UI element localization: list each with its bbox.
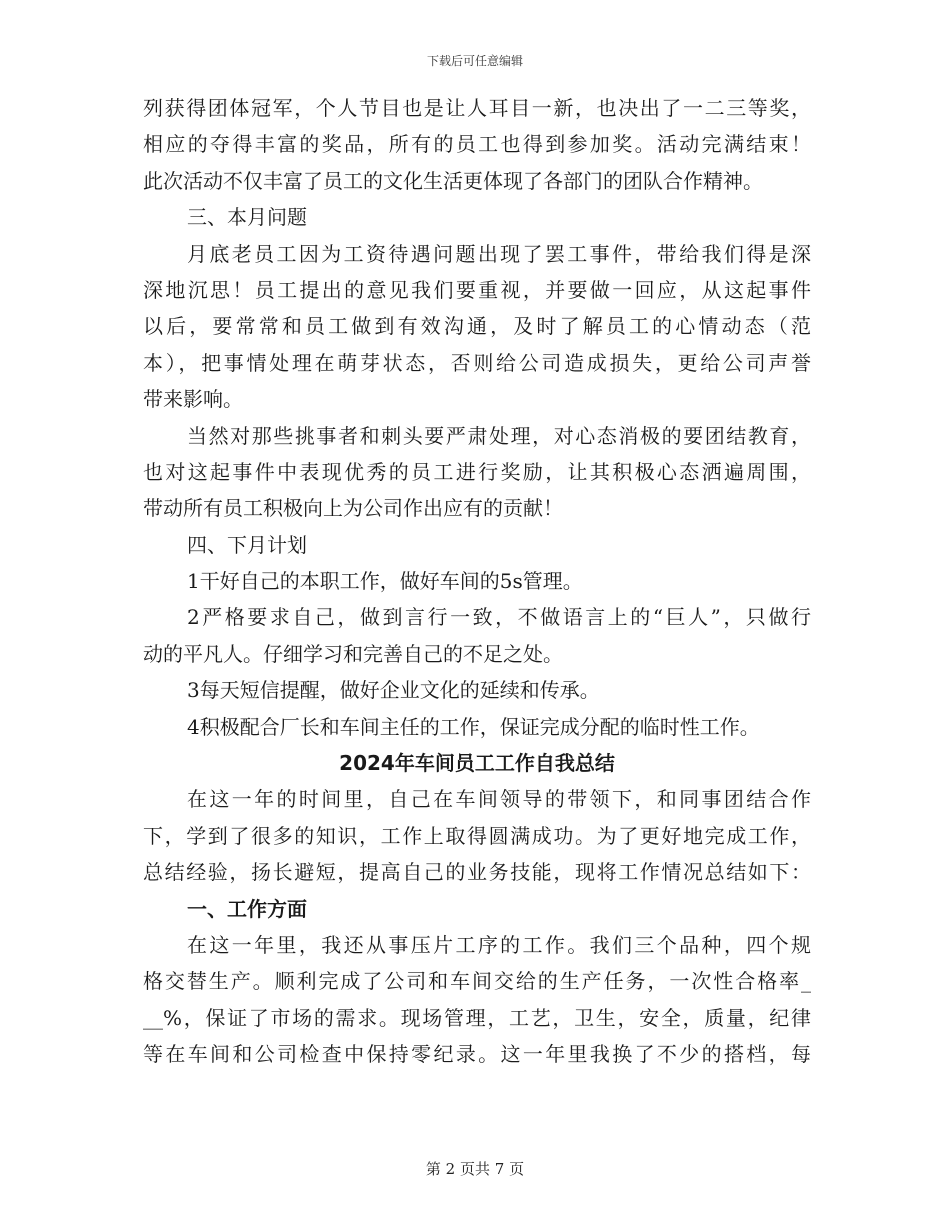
- plan-item: 动的平凡人。仔细学习和完善自己的不足之处。: [143, 641, 563, 666]
- paragraph-line: 此次活动不仅丰富了员工的文化生活更体现了各部门的团队合作精神。: [143, 168, 763, 193]
- paragraph-line: 在这一年里，我还从事压片工序的工作。我们三个品种，四个规: [187, 932, 811, 957]
- document-title: 2024年车间员工工作自我总结: [339, 751, 615, 776]
- document-body: [143, 90, 811, 1073]
- paragraph-line: 下，学到了很多的知识，工作上取得圆满成功。为了更好地完成工作，: [143, 823, 811, 848]
- paragraph-line: 以后，要常常和员工做到有效沟通，及时了解员工的心情动态（范: [143, 314, 811, 339]
- page-header: 下载后可任意编辑: [426, 54, 523, 68]
- paragraph-line: 月底老员工因为工资待遇问题出现了罢工事件，带给我们得是深: [187, 241, 811, 266]
- paragraph-line: 带来影响。: [143, 387, 243, 412]
- plan-item: 4积极配合厂长和车间主任的工作，保证完成分配的临时性工作。: [187, 714, 760, 739]
- page-number: 第 2 页共 7 页: [425, 1160, 525, 1178]
- plan-item: 1干好自己的本职工作，做好车间的5s管理。: [187, 569, 583, 594]
- plan-item: 3每天短信提醒，做好企业文化的延续和传承。: [187, 678, 600, 703]
- paragraph-line: 带动所有员工积极向上为公司作出应有的贡献！: [143, 496, 563, 521]
- paragraph-line: 总结经验，扬长避短，提高自己的业务技能，现将工作情况总结如下：: [143, 860, 811, 885]
- paragraph-line: 列获得团体冠军，个人节目也是让人耳目一新，也决出了一二三等奖，: [143, 96, 811, 120]
- paragraph-line: 也对这起事件中表现优秀的员工进行奖励，让其积极心态洒遍周围，: [143, 459, 811, 484]
- paragraph-line: __%，保证了市场的需求。现场管理，工艺，卫生，安全，质量，纪律: [143, 1005, 811, 1030]
- plan-item: 2严格要求自己，做到言行一致，不做语言上的“巨人”，只做行: [187, 605, 811, 630]
- paragraph-line: 深地沉思！员工提出的意见我们要重视，并要做一回应，从这起事件: [143, 277, 811, 302]
- paragraph-line: 格交替生产。顺利完成了公司和车间交给的生产任务，一次性合格率_: [143, 969, 811, 994]
- paragraph-line: 相应的夺得丰富的奖品，所有的员工也得到参加奖。活动完满结束！: [143, 132, 811, 157]
- section-heading: 一、工作方面: [187, 896, 307, 921]
- section-heading: 三、本月问题: [187, 205, 307, 230]
- paragraph-line: 本），把事情处理在萌芽状态，否则给公司造成损失，更给公司声誉: [143, 350, 811, 375]
- paragraph-line: 在这一年的时间里，自己在车间领导的带领下，和同事团结合作: [187, 787, 811, 812]
- paragraph-line: 等在车间和公司检查中保持零纪录。这一年里我换了不少的搭档，每: [143, 1042, 811, 1067]
- section-heading: 四、下月计划: [187, 532, 307, 557]
- paragraph-line: 当然对那些挑事者和刺头要严肃处理，对心态消极的要团结教育，: [187, 423, 811, 448]
